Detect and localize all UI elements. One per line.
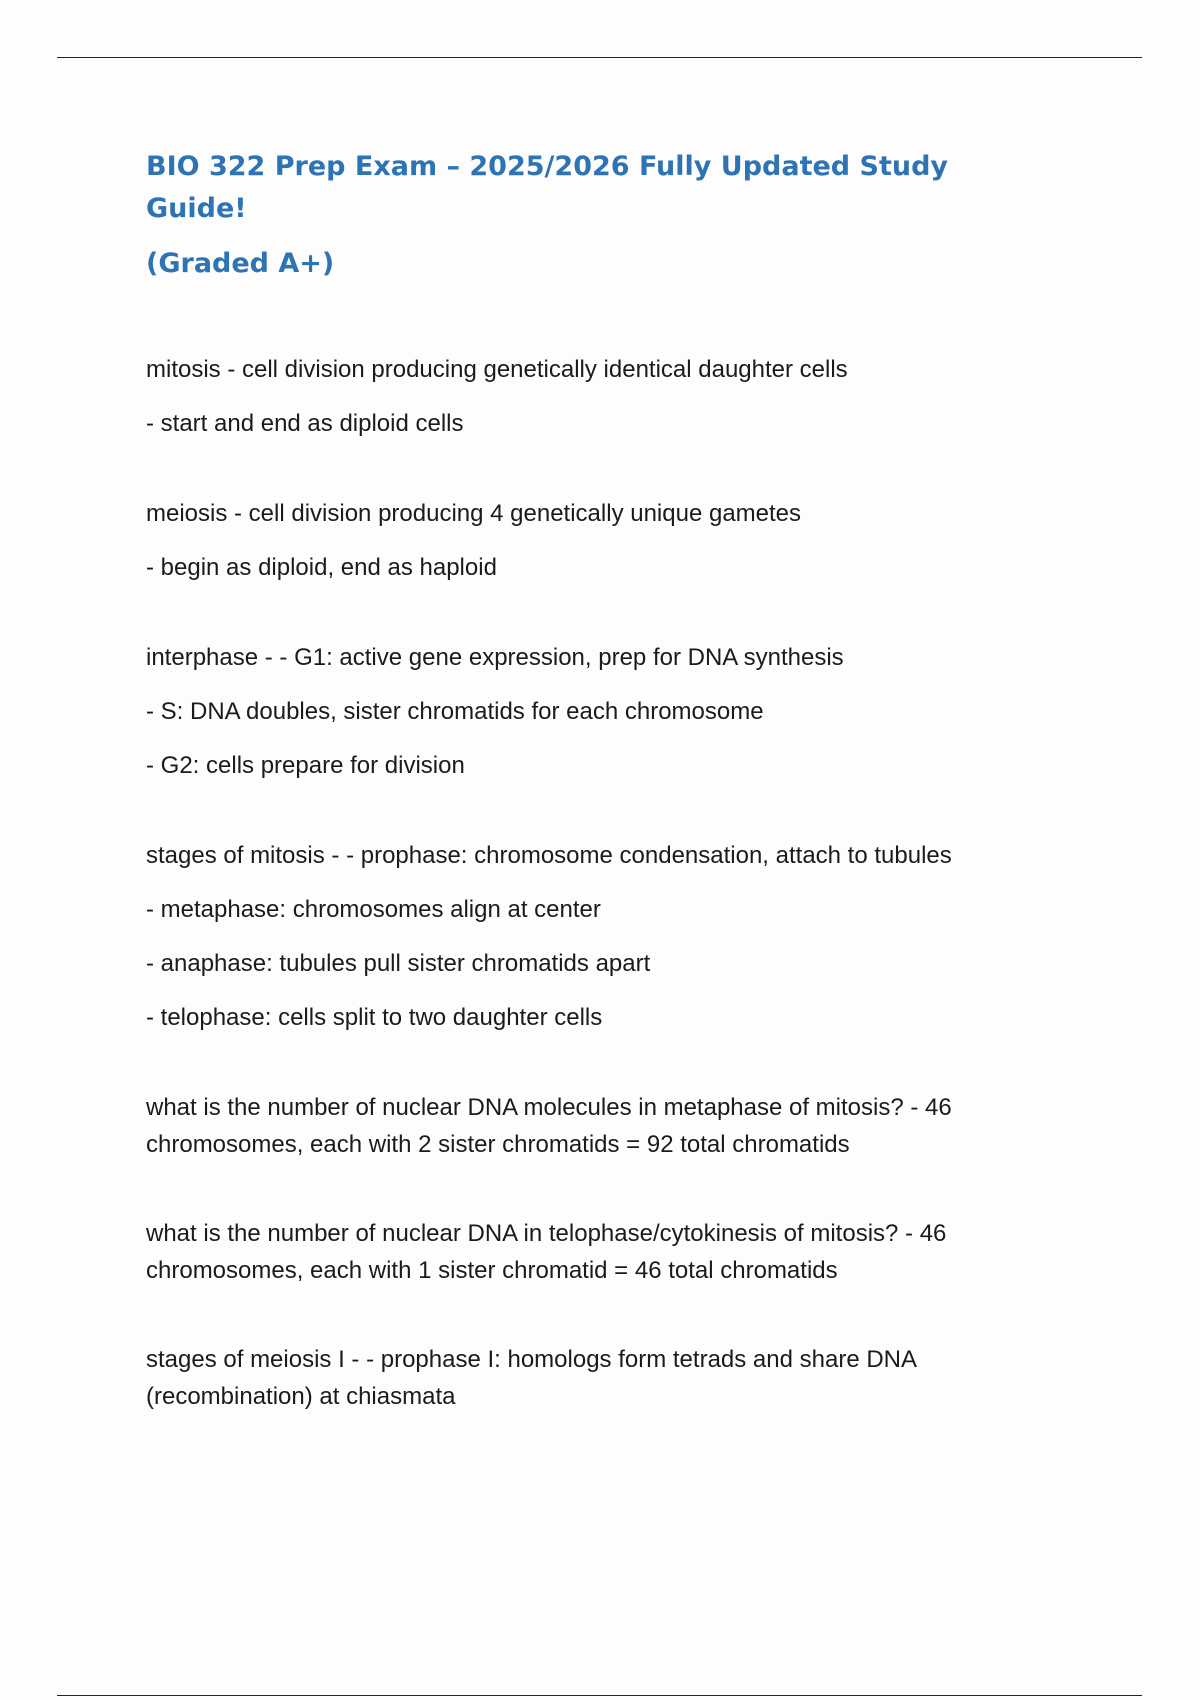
entry-line: - telophase: cells split to two daughter cells: [146, 1004, 603, 1031]
entry-line: mitosis - cell division producing genetically identical daughter cells: [146, 356, 848, 383]
footer-rule: [57, 1695, 1142, 1696]
entry-meiosis: [146, 495, 1046, 587]
header-rule: [57, 57, 1142, 58]
document-subtitle: (Graded A+): [146, 248, 335, 279]
entry-paragraph: what is the number of nuclear DNA in telophase/cytokinesis of mitosis? - 46 chromosomes, each with 1 sister chromatid = 46 total chromatids: [146, 1220, 947, 1284]
entry-line: - S: DNA doubles, sister chromatids for each chromosome: [146, 698, 764, 725]
entry-stages-of-mitosis: [146, 837, 1046, 1037]
entry-line: meiosis - cell division producing 4 genetically unique gametes: [146, 500, 802, 527]
entry-paragraph: stages of meiosis I - - prophase I: homologs form tetrads and share DNA (recombination) at chiasmata: [146, 1346, 916, 1410]
entry-line: - metaphase: chromosomes align at center: [146, 896, 601, 923]
entry-line: - G2: cells prepare for division: [146, 752, 465, 779]
entry-line: - anaphase: tubules pull sister chromatids apart: [146, 950, 651, 977]
entry-paragraph: what is the number of nuclear DNA molecules in metaphase of mitosis? - 46 chromosomes, each with 2 sister chromatids = 92 total chromatids: [146, 1094, 952, 1158]
entry-line: - start and end as diploid cells: [146, 410, 464, 437]
entry-line: - begin as diploid, end as haploid: [146, 554, 497, 581]
document-title: BIO 322 Prep Exam – 2025/2026 Fully Updated Study Guide!: [146, 151, 949, 224]
entry-interphase: [146, 639, 1046, 785]
entry-stages-of-meiosis-1: [146, 1341, 1046, 1415]
entry-line: interphase - - G1: active gene expression, prep for DNA synthesis: [146, 644, 844, 671]
entry-mitosis: [146, 351, 1046, 443]
entry-telophase-dna-count: [146, 1215, 1046, 1289]
entry-line: stages of mitosis - - prophase: chromosome condensation, attach to tubules: [146, 842, 952, 869]
entry-metaphase-dna-count: [146, 1089, 1046, 1163]
study-entries: [146, 351, 1046, 1415]
document-body: [146, 146, 1046, 1467]
